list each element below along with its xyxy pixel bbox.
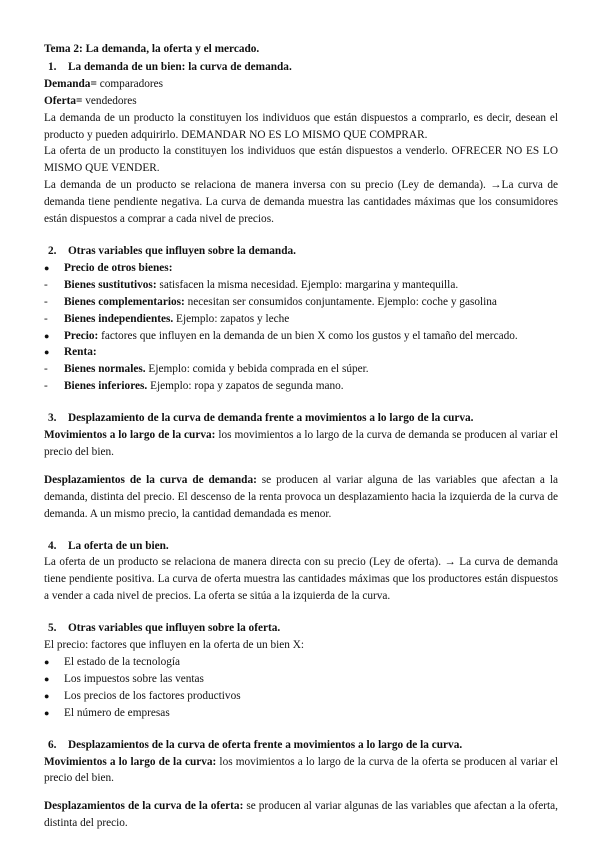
definition-oferta — [44, 93, 558, 110]
paragraph: La demanda de un producto la constituyen los individuos que están dispuestos a comprarlo, es decir, desean el producto y pueden adquirirlo. DEMANDAR NO ES LO MISMO QUE COMPRAR. — [44, 111, 558, 141]
definition: Ejemplo: zapatos y leche — [173, 312, 290, 325]
definition: factores que influyen en la demanda de un bien X como los gustos y el tamaño del mercado. — [98, 329, 518, 342]
section-number: 5. — [48, 622, 57, 635]
section-number: 4. — [48, 539, 57, 552]
section-title: La demanda de un bien: la curva de demanda. — [68, 60, 292, 73]
list-item: ● Los impuestos sobre las ventas — [44, 671, 558, 688]
definition: satisfacen la misma necesidad. Ejemplo: margarina y mantequilla. — [156, 278, 459, 291]
list-item — [44, 277, 558, 294]
definition: Ejemplo: comida y bebida comprada en el súper. — [145, 363, 369, 376]
definition: los movimientos a lo largo de la curva de la oferta se producen al variar el precio del bien. — [44, 755, 558, 785]
section-number: 6. — [48, 738, 57, 751]
section-title: Desplazamiento de la curva de demanda frente a movimientos a lo largo de la curva. — [68, 412, 474, 425]
paragraph — [44, 472, 558, 523]
list-item — [44, 328, 558, 345]
section-number: 1. — [48, 60, 57, 73]
document-page — [44, 41, 558, 832]
list-item: ● Los precios de los factores productivos — [44, 688, 558, 705]
section-title: Desplazamientos de la curva de oferta frente a movimientos a lo largo de la curva. — [68, 738, 463, 751]
paragraph — [44, 754, 558, 788]
section-title: Otras variables que influyen sobre la demanda. — [68, 244, 296, 257]
term: Bienes sustitutivos: — [64, 278, 157, 291]
bullet-icon: ● — [44, 330, 50, 341]
paragraph: La demanda de un producto se relaciona de manera inversa con su precio (Ley de demanda). →La curva de demanda tiene pendiente negativa. La curva de demanda muestra las cantidades máximas que los consumidores están dispuestos a comprar a cada nivel de precios. — [44, 179, 558, 226]
section-number: 2. — [48, 244, 57, 257]
term: Demanda= — [44, 77, 97, 90]
paragraph — [44, 427, 558, 461]
section-4-heading — [44, 538, 558, 555]
bullet-icon: ● — [44, 657, 50, 667]
section-5-heading — [44, 620, 558, 637]
list-item: ● El número de empresas — [44, 705, 558, 722]
dash-icon: - — [44, 380, 48, 393]
section-6-heading — [44, 737, 558, 754]
term: Desplazamientos de la curva de la oferta: — [44, 800, 244, 813]
term: Precio: — [64, 329, 99, 342]
definition: los movimientos a lo largo de la curva de demanda se producen al variar el precio del bien. — [44, 429, 559, 458]
paragraph: La oferta de un producto se relaciona de manera directa con su precio (Ley de oferta). → La curva de demanda tiene pendiente positiva. La curva de oferta muestra las cantidades máximas que los productores están dispuestos a vender a cada nivel de precios. La oferta se sitúa a la izquierda de la curva. — [44, 556, 558, 603]
paragraph: La oferta de un producto la constituyen los individuos que están dispuestos a venderlo. OFRECER NO ES LO MISMO QUE VENDER. — [44, 145, 558, 175]
term: Desplazamientos de la curva de demanda: — [44, 473, 257, 486]
term: Bienes independientes. — [64, 312, 174, 325]
section-title: La oferta de un bien. — [68, 539, 169, 552]
list-item — [44, 294, 558, 311]
section-2-heading — [44, 243, 558, 260]
dash-icon: - — [44, 312, 48, 325]
dash-icon: - — [44, 363, 48, 376]
definition: comparadores — [96, 77, 164, 90]
paragraph: El precio: factores que influyen en la oferta de un bien X: — [44, 639, 305, 652]
definition: vendedores — [82, 94, 137, 107]
list-item: ● El estado de la tecnología — [44, 654, 558, 671]
bullet-icon: ● — [44, 673, 50, 684]
definition: se producen al variar alguna de las variables que afectan a la demanda, distinta del precio. El descenso de la renta provoca un desplazamiento hacia la izquierda de la curva de demanda. A un mismo precio, la cantidad demandada es menor. — [44, 473, 558, 520]
list-item — [44, 378, 558, 395]
list-item — [44, 311, 558, 328]
list-item — [44, 361, 558, 378]
term: Bienes complementarios: — [64, 295, 185, 308]
definition: necesitan ser consumidos conjuntamente. Ejemplo: coche y gasolina — [184, 295, 497, 308]
section-1-heading — [44, 59, 558, 76]
term: Oferta= — [44, 94, 83, 107]
bullet-icon: ● — [44, 347, 50, 358]
dash-icon: - — [44, 295, 48, 308]
term: Movimientos a lo largo de la curva: — [44, 429, 216, 442]
paragraph — [44, 798, 558, 832]
section-title: Otras variables que influyen sobre la oferta. — [68, 622, 281, 635]
section-number: 3. — [48, 412, 57, 425]
term: Bienes inferiores. — [64, 380, 148, 393]
term: Movimientos a lo largo de la curva: — [44, 755, 217, 768]
definition: Ejemplo: ropa y zapatos de segunda mano. — [147, 380, 344, 393]
bullet-icon: ● — [44, 690, 50, 701]
definition: se producen al variar algunas de las variables que afectan a la oferta, distinta del precio. — [44, 800, 558, 830]
dash-icon: - — [44, 278, 48, 291]
list-item: ● Precio de otros bienes: — [44, 260, 558, 277]
bullet-icon: ● — [44, 262, 50, 273]
document-title: Tema 2: La demanda, la oferta y el mercado. — [44, 43, 260, 55]
definition-demanda — [44, 76, 558, 93]
list-item: ● Renta: — [44, 344, 558, 361]
bullet-icon: ● — [44, 707, 50, 718]
term: Bienes normales. — [64, 363, 146, 376]
section-3-heading — [44, 410, 558, 427]
